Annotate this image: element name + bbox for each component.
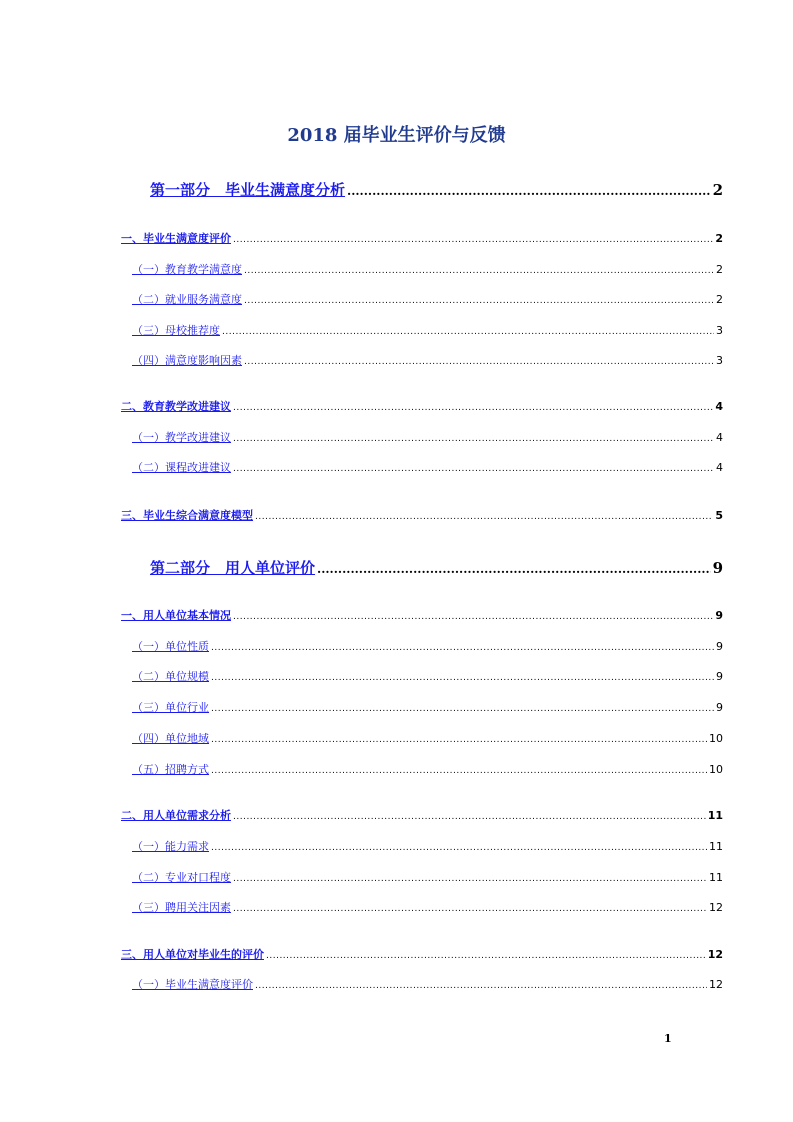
toc-entry[interactable] <box>132 869 723 884</box>
toc-entry-page: 9 <box>712 559 723 577</box>
toc-entry-label[interactable]: 二、用人单位需求分析 <box>121 809 231 822</box>
toc-entry-page: 12 <box>709 901 723 914</box>
toc-entry-label[interactable]: （一）毕业生满意度评价 <box>132 978 253 991</box>
toc-dot-leader <box>211 673 714 683</box>
toc-dot-leader <box>233 812 706 822</box>
toc-entry-page: 12 <box>707 948 723 961</box>
toc-entry-page: 4 <box>715 400 723 413</box>
toc-entry-page: 4 <box>716 431 723 444</box>
toc-entry-label[interactable]: 二、教育教学改进建议 <box>121 400 231 413</box>
toc-entry-page: 9 <box>716 670 723 683</box>
toc-entry-page: 2 <box>715 232 723 245</box>
toc-entry-label[interactable]: 第一部分 毕业生满意度分析 <box>150 181 346 199</box>
toc-entry-page: 9 <box>716 640 723 653</box>
toc-entry[interactable] <box>132 261 723 276</box>
toc-entry[interactable] <box>121 946 723 961</box>
toc-entry-label[interactable]: （一）单位性质 <box>132 640 209 653</box>
toc-dot-leader <box>347 184 711 198</box>
toc-entry[interactable] <box>132 976 723 991</box>
toc-dot-leader <box>233 464 714 474</box>
toc-dot-leader <box>211 704 714 714</box>
toc-entry-label[interactable]: （三）聘用关注因素 <box>132 901 231 914</box>
toc-dot-leader <box>233 904 707 914</box>
toc-entry-label[interactable]: （二）专业对口程度 <box>132 871 231 884</box>
toc-entry-page: 4 <box>716 461 723 474</box>
toc-dot-leader <box>233 434 714 444</box>
toc-entry-page: 9 <box>716 701 723 714</box>
toc-entry-page: 2 <box>716 263 723 276</box>
toc-entry[interactable] <box>121 398 723 413</box>
toc-entry-label[interactable]: （二）就业服务满意度 <box>132 293 242 306</box>
toc-dot-leader <box>211 643 714 653</box>
toc-entry[interactable] <box>132 761 723 776</box>
toc-entry[interactable] <box>132 638 723 653</box>
toc-entry-label[interactable]: 第二部分 用人单位评价 <box>150 559 316 577</box>
toc-dot-leader <box>233 403 713 413</box>
toc-entry[interactable] <box>132 291 723 306</box>
toc-dot-leader <box>211 766 707 776</box>
toc-entry-label[interactable]: 三、用人单位对毕业生的评价 <box>121 948 264 961</box>
toc-dot-leader <box>233 874 707 884</box>
toc-entry-label[interactable]: （三）单位行业 <box>132 701 209 714</box>
toc-entry[interactable] <box>132 322 723 337</box>
toc-entry[interactable] <box>121 607 723 622</box>
toc-entry[interactable] <box>121 230 723 245</box>
toc-entry[interactable] <box>132 730 723 745</box>
toc-entry[interactable] <box>132 668 723 683</box>
toc-dot-leader <box>244 357 714 367</box>
toc-entry-page: 3 <box>716 354 723 367</box>
toc-entry-page: 9 <box>715 609 723 622</box>
toc-dot-leader <box>317 562 711 576</box>
toc-entry[interactable] <box>132 459 723 474</box>
toc-dot-leader <box>222 327 714 337</box>
toc-entry[interactable] <box>132 352 723 367</box>
toc-entry-label[interactable]: （二）单位规模 <box>132 670 209 683</box>
page-number: 1 <box>664 1032 672 1045</box>
toc-dot-leader <box>211 843 707 853</box>
toc-entry-label[interactable]: （五）招聘方式 <box>132 763 209 776</box>
toc-entry[interactable] <box>121 507 723 522</box>
toc-entry-page: 10 <box>709 763 723 776</box>
toc-entry-label[interactable]: （四）单位地域 <box>132 732 209 745</box>
toc-entry-page: 12 <box>709 978 723 991</box>
toc-entry-label[interactable]: 一、用人单位基本情况 <box>121 609 231 622</box>
toc-entry-page: 2 <box>712 181 723 199</box>
document-title: 2018 届毕业生评价与反馈 <box>287 125 506 146</box>
toc-entry-label[interactable]: （四）满意度影响因素 <box>132 354 242 367</box>
toc-entry-page: 5 <box>715 509 723 522</box>
toc-entry-page: 11 <box>707 809 723 822</box>
toc-dot-leader <box>244 266 714 276</box>
toc-entry-label[interactable]: （一）能力需求 <box>132 840 209 853</box>
toc-dot-leader <box>211 735 707 745</box>
toc-entry-label[interactable]: （三）母校推荐度 <box>132 324 220 337</box>
toc-dot-leader <box>244 296 714 306</box>
toc-dot-leader <box>233 612 713 622</box>
toc-entry-label[interactable]: 三、毕业生综合满意度模型 <box>121 509 253 522</box>
toc-entry[interactable] <box>132 899 723 914</box>
toc-entry-page: 11 <box>709 840 723 853</box>
toc-entry[interactable] <box>121 807 723 822</box>
toc-dot-leader <box>255 981 707 991</box>
toc-dot-leader <box>266 951 706 961</box>
toc-entry-page: 10 <box>709 732 723 745</box>
toc-entry-page: 2 <box>716 293 723 306</box>
toc-entry[interactable] <box>132 429 723 444</box>
toc-entry[interactable] <box>150 179 723 199</box>
toc-entry[interactable] <box>132 699 723 714</box>
toc-entry-label[interactable]: （一）教学改进建议 <box>132 431 231 444</box>
toc-entry-label[interactable]: （一）教育教学满意度 <box>132 263 242 276</box>
toc-entry-page: 11 <box>709 871 723 884</box>
toc-dot-leader <box>255 512 713 522</box>
toc-entry[interactable] <box>150 557 723 577</box>
toc-entry-label[interactable]: （二）课程改进建议 <box>132 461 231 474</box>
toc-dot-leader <box>233 235 713 245</box>
toc-entry[interactable] <box>132 838 723 853</box>
toc-entry-page: 3 <box>716 324 723 337</box>
toc-entry-label[interactable]: 一、毕业生满意度评价 <box>121 232 231 245</box>
